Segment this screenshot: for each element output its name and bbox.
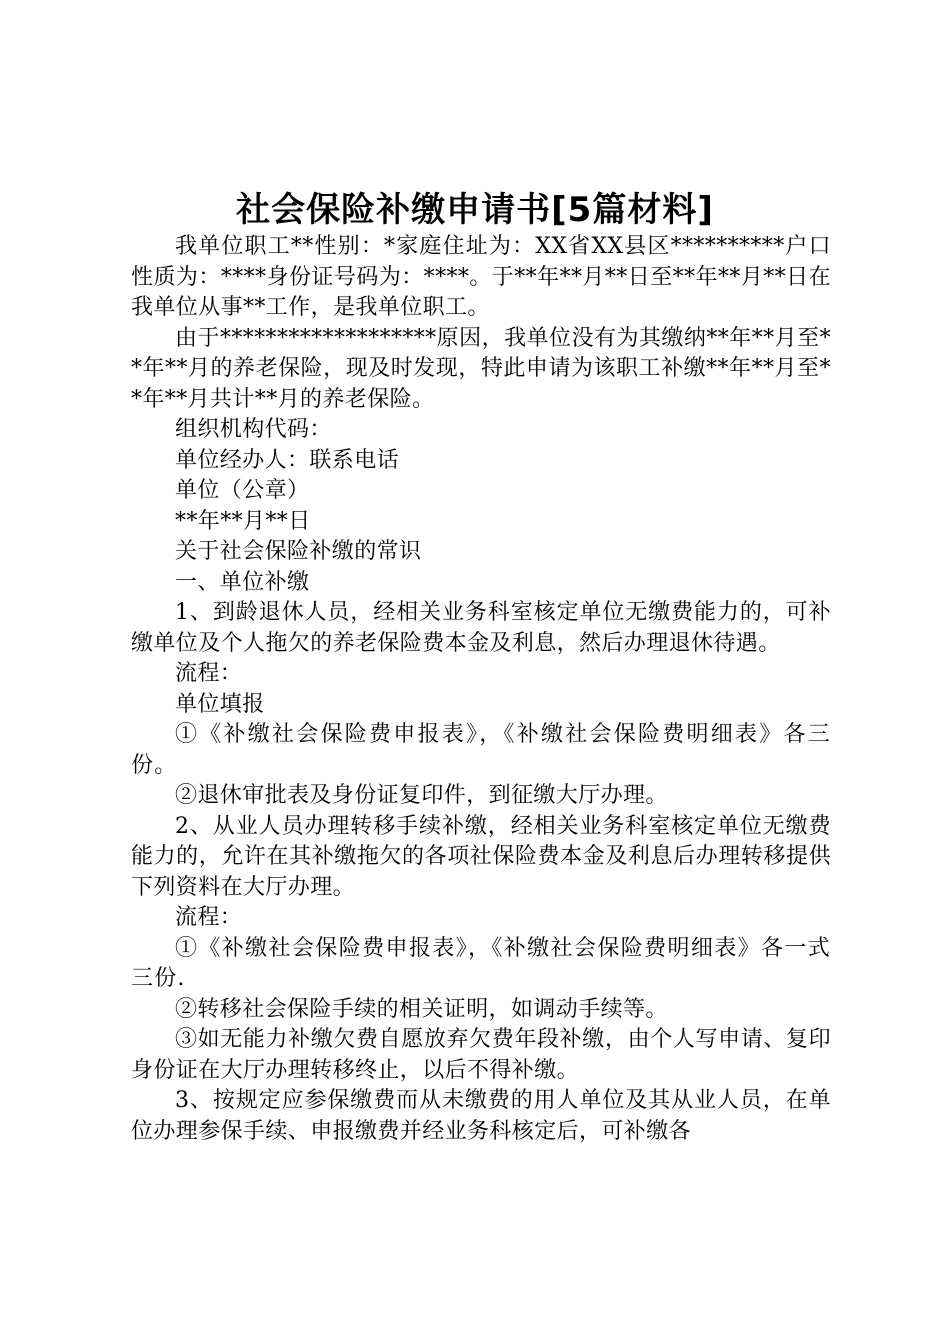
paragraph-step-1a: ①《补缴社会保险费申报表》，《补缴社会保险费明细表》各三份。 — [131, 722, 831, 778]
document-body — [131, 232, 831, 1147]
paragraph-employee-info: 我单位职工**性别：*家庭住址为：XX省XX县区**********户口性质为：****身份证号码为：****。于**年**月**日至**年**月**日在我单位从事**工作，是我单位职工。 — [131, 234, 831, 320]
paragraph-org-code: 组织机构代码： — [175, 417, 332, 442]
paragraph-unit-fill: 单位填报 — [175, 691, 265, 717]
paragraph-process-label-2: 流程： — [175, 905, 243, 930]
paragraph-application-reason: 由于*******************原因，我单位没有为其缴纳**年**月至**年**月的养老保险，现及时发现，特此申请为该职工补缴**年**月至**年**月共计**月的养老保险。 — [131, 325, 831, 412]
paragraph-step-3b: ③如无能力补缴欠费自愿放弃欠费年段补缴，由个人写申请、复印身份证在大厅办理转移终止，以后不得补缴。 — [131, 1027, 831, 1083]
paragraph-unit-seal: 单位（公章） — [175, 478, 310, 503]
paragraph-handler-contact: 单位经办人：联系电话 — [175, 447, 400, 473]
paragraph-date: **年**月**日 — [175, 508, 311, 534]
paragraph-item-2: 2、从业人员办理转移手续补缴，经相关业务科室核定单位无缴费能力的，允许在其补缴拖欠的各项社保险费本金及利息后办理转移提供下列资料在大厅办理。 — [131, 813, 831, 900]
section-heading-knowledge: 关于社会保险补缴的常识 — [175, 539, 422, 564]
paragraph-step-2a: ②退休审批表及身份证复印件，到征缴大厅办理。 — [175, 783, 668, 808]
paragraph-item-1: 1、到龄退休人员，经相关业务科室核定单位无缴费能力的，可补缴单位及个人拖欠的养老保险费本金及利息，然后办理退休待遇。 — [131, 600, 831, 656]
paragraph-step-2b: ②转移社会保险手续的相关证明，如调动手续等。 — [175, 996, 668, 1022]
paragraph-item-3: 3、按规定应参保缴费而从未缴费的用人单位及其从业人员，在单位办理参保手续、申报缴费并经业务科核定后，可补缴各 — [131, 1088, 831, 1144]
document-title: 社会保险补缴申请书[5篇材料] — [236, 190, 714, 230]
section-heading-unit-supplement: 一、单位补缴 — [175, 569, 310, 595]
paragraph-process-label: 流程： — [175, 661, 243, 686]
paragraph-step-1b: ①《补缴社会保险费申报表》，《补缴社会保险费明细表》各一式三份. — [131, 935, 831, 991]
